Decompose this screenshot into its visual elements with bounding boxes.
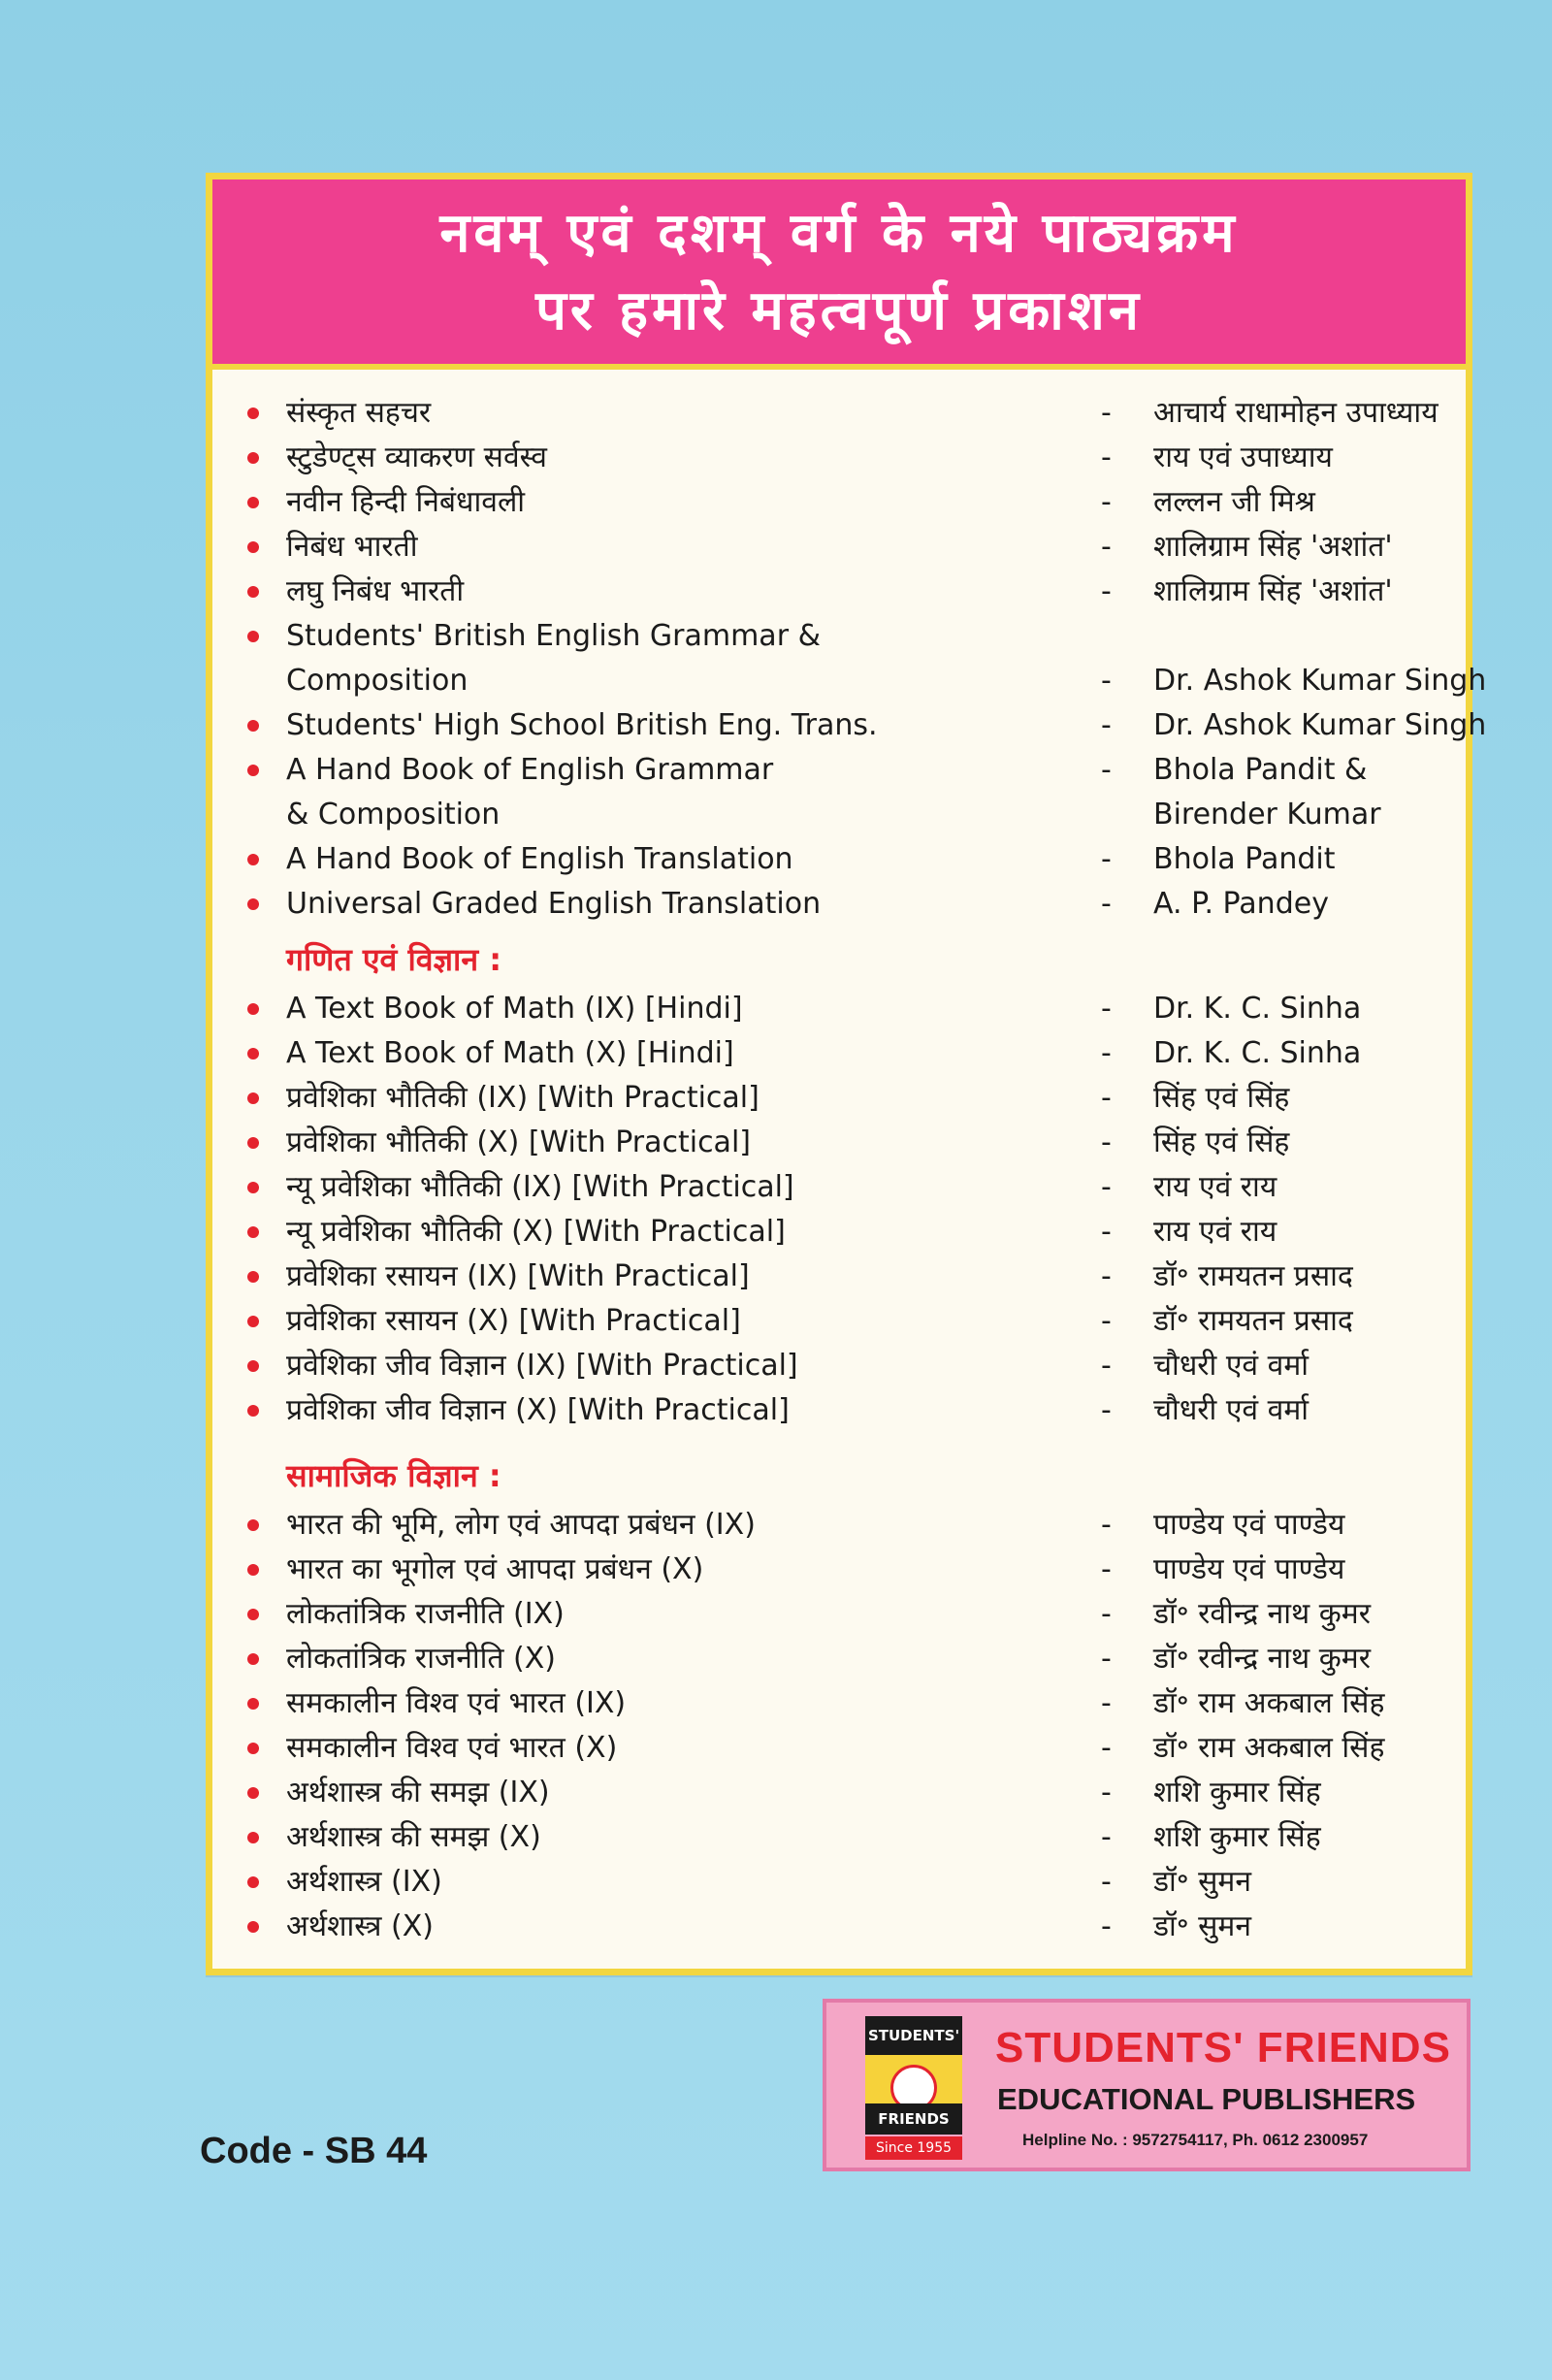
book-author: डॉ॰ रवीन्द्र नाथ कुमर <box>1153 1597 1371 1631</box>
separator-dash: - <box>1101 842 1112 876</box>
book-title: A Text Book of Math (X) [Hindi] <box>286 1036 734 1070</box>
list-item <box>247 1637 1450 1681</box>
list-item <box>247 1255 1450 1299</box>
bullet-icon <box>247 1698 259 1710</box>
separator-dash: - <box>1101 1393 1112 1427</box>
separator-dash: - <box>1101 664 1112 698</box>
book-author: डॉ॰ सुमन <box>1153 1865 1252 1899</box>
book-title: प्रवेशिका भौतिकी (IX) [With Practical] <box>286 1081 760 1115</box>
separator-dash: - <box>1101 1820 1112 1854</box>
book-title: प्रवेशिका रसायन (IX) [With Practical] <box>286 1259 750 1293</box>
badge-top-text: STUDENTS' <box>865 2016 962 2055</box>
bullet-icon <box>247 1182 259 1193</box>
book-author: सिंह एवं सिंह <box>1153 1125 1290 1159</box>
separator-dash: - <box>1101 1508 1112 1542</box>
separator-dash: - <box>1101 1597 1112 1631</box>
list-item <box>247 1815 1450 1860</box>
bullet-icon <box>247 631 259 642</box>
book-author: राय एवं उपाध्याय <box>1153 440 1333 474</box>
list-item <box>247 703 1487 748</box>
separator-dash: - <box>1101 1909 1112 1943</box>
book-title: Universal Graded English Translation <box>286 887 822 921</box>
book-author: Bhola Pandit <box>1153 842 1336 876</box>
badge-emblem <box>865 2055 962 2103</box>
list-item <box>247 987 1450 1031</box>
list-item <box>247 882 1450 927</box>
list-item <box>247 1905 1450 1949</box>
section-heading-social-science: सामाजिक विज्ञान : <box>286 1457 501 1494</box>
separator-dash: - <box>1101 1259 1112 1293</box>
separator-dash: - <box>1101 1081 1112 1115</box>
list-item <box>247 1165 1450 1210</box>
separator-dash: - <box>1101 485 1112 519</box>
list-item <box>247 436 1450 480</box>
publisher-badge <box>865 2016 962 2160</box>
title-banner <box>212 179 1466 370</box>
separator-dash: - <box>1101 1686 1112 1720</box>
publisher-helpline: Helpline No. : 9572754117, Ph. 0612 2300957 <box>1022 2131 1369 2149</box>
publications-panel <box>206 173 1487 1975</box>
bullet-icon <box>247 1787 259 1799</box>
book-title <box>286 614 1043 703</box>
book-author: Dr. K. C. Sinha <box>1153 992 1362 1026</box>
bullet-icon <box>247 1048 259 1060</box>
list-item <box>247 1076 1450 1121</box>
bullet-icon <box>247 1519 259 1531</box>
separator-dash: - <box>1101 1552 1112 1586</box>
book-title: प्रवेशिका जीव विज्ञान (IX) [With Practical] <box>286 1349 798 1383</box>
list-item <box>247 391 1450 436</box>
list-item <box>247 837 1450 882</box>
social-science-list <box>247 1503 1450 1949</box>
book-title: नवीन हिन्दी निबंधावली <box>286 485 526 519</box>
separator-dash: - <box>1101 753 1112 787</box>
bullet-icon <box>247 1405 259 1417</box>
badge-bottom-text: FRIENDS <box>865 2103 962 2135</box>
separator-dash: - <box>1101 1865 1112 1899</box>
bullet-icon <box>247 586 259 598</box>
book-author: शशि कुमार सिंह <box>1153 1776 1321 1809</box>
bullet-icon <box>247 1271 259 1283</box>
publication-list <box>247 391 1487 1949</box>
book-title <box>286 748 1043 837</box>
book-title: न्यू प्रवेशिका भौतिकी (X) [With Practical] <box>286 1215 786 1249</box>
book-title: अर्थशास्त्र की समझ (X) <box>286 1820 541 1854</box>
separator-dash: - <box>1101 1215 1112 1249</box>
book-title-line: & Composition <box>286 798 501 831</box>
book-author: Dr. K. C. Sinha <box>1153 1036 1362 1070</box>
book-author: शालिग्राम सिंह 'अशांत' <box>1153 530 1393 564</box>
book-title: लोकतांत्रिक राजनीति (IX) <box>286 1597 565 1631</box>
separator-dash: - <box>1101 1170 1112 1204</box>
book-title: न्यू प्रवेशिका भौतिकी (IX) [With Practical] <box>286 1170 794 1204</box>
book-title: A Hand Book of English Translation <box>286 842 793 876</box>
book-author: Dr. Ashok Kumar Singh <box>1153 664 1487 698</box>
book-title: प्रवेशिका रसायन (X) [With Practical] <box>286 1304 741 1338</box>
list-item <box>247 1121 1450 1165</box>
list-item <box>247 1681 1450 1726</box>
bullet-icon <box>247 720 259 732</box>
list-item <box>247 1860 1450 1905</box>
book-author: A. P. Pandey <box>1153 887 1329 921</box>
bullet-icon <box>247 1921 259 1933</box>
book-author: Dr. Ashok Kumar Singh <box>1153 708 1487 742</box>
separator-dash: - <box>1101 1776 1112 1809</box>
separator-dash: - <box>1101 1125 1112 1159</box>
list-item <box>247 1503 1450 1548</box>
book-author: चौधरी एवं वर्मा <box>1153 1393 1310 1427</box>
banner-title-line-2: पर हमारे महत्वपूर्ण प्रकाशन <box>535 279 1143 342</box>
bullet-icon <box>247 1092 259 1104</box>
bullet-icon <box>247 854 259 865</box>
separator-dash: - <box>1101 992 1112 1026</box>
bullet-icon <box>247 1226 259 1238</box>
book-author: डॉ॰ राम अकबाल सिंह <box>1153 1686 1385 1720</box>
separator-dash: - <box>1101 396 1112 430</box>
bullet-icon <box>247 1876 259 1888</box>
separator-dash: - <box>1101 708 1112 742</box>
book-author: पाण्डेय एवं पाण्डेय <box>1153 1552 1345 1586</box>
book-title-line: Composition <box>286 664 469 698</box>
book-author: डॉ॰ सुमन <box>1153 1909 1252 1943</box>
bullet-icon <box>247 1564 259 1576</box>
book-title: समकालीन विश्व एवं भारत (IX) <box>286 1686 627 1720</box>
publisher-logo-box <box>823 1999 1471 2171</box>
book-author: डॉ॰ राम अकबाल सिंह <box>1153 1731 1385 1765</box>
bullet-icon <box>247 765 259 776</box>
bullet-icon <box>247 1360 259 1372</box>
publisher-subtitle: EDUCATIONAL PUBLISHERS <box>997 2082 1416 2116</box>
badge-since-text: Since 1955 <box>865 2136 962 2160</box>
book-title: अर्थशास्त्र (X) <box>286 1909 434 1943</box>
book-code: Code - SB 44 <box>200 2131 428 2171</box>
list-item <box>247 1771 1450 1815</box>
bullet-icon <box>247 497 259 508</box>
separator-dash: - <box>1101 440 1112 474</box>
book-title-line: Students' British English Grammar & <box>286 619 821 653</box>
list-item <box>247 480 1450 525</box>
book-title: भारत का भूगोल एवं आपदा प्रबंधन (X) <box>286 1552 704 1586</box>
list-item <box>247 1210 1450 1255</box>
banner-title-line-1: नवम् एवं दशम् वर्ग के नये पाठ्यक्रम <box>439 202 1239 265</box>
bullet-icon <box>247 1316 259 1327</box>
bullet-icon <box>247 1003 259 1015</box>
book-title: प्रवेशिका जीव विज्ञान (X) [With Practical] <box>286 1393 790 1427</box>
list-item <box>247 570 1450 614</box>
list-item <box>247 525 1450 570</box>
book-author-line: Bhola Pandit & <box>1153 753 1368 787</box>
bullet-icon <box>247 1653 259 1665</box>
bullet-icon <box>247 1832 259 1843</box>
book-title: निबंध भारती <box>286 530 418 564</box>
bullet-icon <box>247 1609 259 1620</box>
list-item <box>247 1031 1450 1076</box>
book-title: Students' High School British Eng. Trans. <box>286 708 878 742</box>
math-science-list <box>247 987 1450 1433</box>
separator-dash: - <box>1101 1349 1112 1383</box>
book-author: डॉ॰ रवीन्द्र नाथ कुमर <box>1153 1642 1371 1676</box>
list-item <box>247 1299 1450 1344</box>
separator-dash: - <box>1101 1036 1112 1070</box>
book-author: डॉ॰ रामयतन प्रसाद <box>1153 1259 1353 1293</box>
list-item <box>247 748 1450 837</box>
book-author: चौधरी एवं वर्मा <box>1153 1349 1310 1383</box>
book-author: डॉ॰ रामयतन प्रसाद <box>1153 1304 1353 1338</box>
book-author: लल्लन जी मिश्र <box>1153 485 1315 519</box>
bullet-icon <box>247 1137 259 1149</box>
book-author <box>1153 748 1381 837</box>
list-item <box>247 1388 1450 1433</box>
book-title: समकालीन विश्व एवं भारत (X) <box>286 1731 618 1765</box>
separator-dash: - <box>1101 574 1112 608</box>
book-title: अर्थशास्त्र की समझ (IX) <box>286 1776 550 1809</box>
book-title-line: A Hand Book of English Grammar <box>286 753 774 787</box>
separator-dash: - <box>1101 887 1112 921</box>
book-author: राय एवं राय <box>1153 1215 1277 1249</box>
book-author-line: Birender Kumar <box>1153 798 1381 831</box>
book-title: संस्कृत सहचर <box>286 396 432 430</box>
separator-dash: - <box>1101 1304 1112 1338</box>
book-author: आचार्य राधामोहन उपाध्याय <box>1153 396 1439 430</box>
publisher-name: STUDENTS' FRIENDS <box>995 2024 1451 2071</box>
list-item <box>247 1344 1450 1388</box>
separator-dash: - <box>1101 1642 1112 1676</box>
list-item <box>247 1592 1450 1637</box>
book-title: प्रवेशिका भौतिकी (X) [With Practical] <box>286 1125 751 1159</box>
book-title: भारत की भूमि, लोग एवं आपदा प्रबंधन (IX) <box>286 1508 756 1542</box>
bullet-icon <box>247 898 259 910</box>
book-title: लोकतांत्रिक राजनीति (X) <box>286 1642 557 1676</box>
book-title: स्टुडेण्ट्स व्याकरण सर्वस्व <box>286 440 547 474</box>
book-author: सिंह एवं सिंह <box>1153 1081 1290 1115</box>
book-title: A Text Book of Math (IX) [Hindi] <box>286 992 743 1026</box>
separator-dash: - <box>1101 1731 1112 1765</box>
book-author: शालिग्राम सिंह 'अशांत' <box>1153 574 1393 608</box>
list-item <box>247 1548 1450 1592</box>
book-author: शशि कुमार सिंह <box>1153 1820 1321 1854</box>
book-title: अर्थशास्त्र (IX) <box>286 1865 442 1899</box>
section-heading-math-science: गणित एवं विज्ञान : <box>286 941 502 978</box>
list-item <box>247 614 1487 703</box>
bullet-icon <box>247 452 259 464</box>
separator-dash: - <box>1101 530 1112 564</box>
bullet-icon <box>247 408 259 419</box>
book-title: लघु निबंध भारती <box>286 574 465 608</box>
list-item <box>247 1726 1450 1771</box>
book-author: राय एवं राय <box>1153 1170 1277 1204</box>
book-author: पाण्डेय एवं पाण्डेय <box>1153 1508 1345 1542</box>
bullet-icon <box>247 1743 259 1754</box>
bullet-icon <box>247 541 259 553</box>
